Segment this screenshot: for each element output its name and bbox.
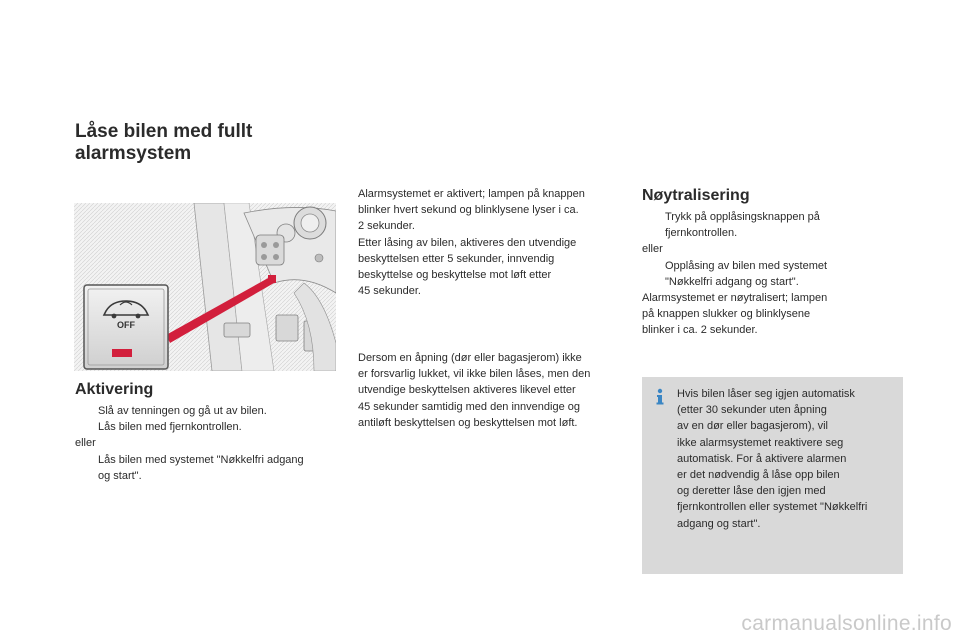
alarm-indicator-lamp [112,349,132,357]
noytralisering-result: Alarmsystemet er nøytralisert; lampen på knappen slukker og blinklysene blinker i ca. 2 sekunder. [642,292,828,337]
page-title-line-2: alarmsystem [75,143,192,164]
section-heading-aktivering: Aktivering [75,381,154,398]
list-item: Lås bilen med fjernkontrollen. [98,421,242,434]
list-item: Lås bilen med systemet "Nøkkelfri adgang og start". [98,453,304,482]
dashboard-illustration [74,203,336,371]
off-label: OFF [117,320,135,330]
list-item: Opplåsing av bilen med systemet "Nøkkelfri adgang og start". [665,259,828,288]
middle-paragraph-1: Alarmsystemet er aktivert; lampen på knappen blinker hvert sekund og blinklysene lyser i ca. 2 sekunder. Etter låsing av bilen, aktiveres den utvendige beskyttelsen etter 5 sekunder, innvendig beskyttelse og beskyttelse mot løft etter 45 sekunder. [358,188,585,298]
noytralisering-list [642,209,912,339]
watermark: carmanualsonline.info [741,612,952,635]
info-icon [653,388,667,405]
middle-paragraph-2: Dersom en åpning (dør eller bagasjerom) ikke er forsvarlig lukket, vil ikke bilen låses, men den utvendige beskyttelsen aktiveres likevel etter 45 sekunder samtidig med den innvendige og antiløft beskyttelsen og beskyttelsen mot løft. [358,352,591,429]
page-title [75,121,252,165]
page-title-line-1: Låse bilen med fullt [75,121,253,142]
info-text: Hvis bilen låser seg igjen automatisk (etter 30 sekunder uten åpning av en dør eller bagasjerom), vil ikke alarmsystemet reaktivere seg automatisk. For å aktivere alarmen er det nødvendig å låse opp bilen og deretter låse den igjen med fjernkontrollen eller systemet "Nøkkelfri adgang og start". [677,388,868,530]
aktivering-list [75,403,345,484]
list-item: Slå av tenningen og gå ut av bilen. [98,405,267,417]
dashboard-drawing [74,203,336,371]
or-text: eller [75,437,96,450]
section-heading-noytralisering: Nøytralisering [642,187,750,204]
list-item: Trykk på opplåsingsknappen på fjernkontrollen. [665,211,820,240]
or-text: eller [642,243,663,256]
